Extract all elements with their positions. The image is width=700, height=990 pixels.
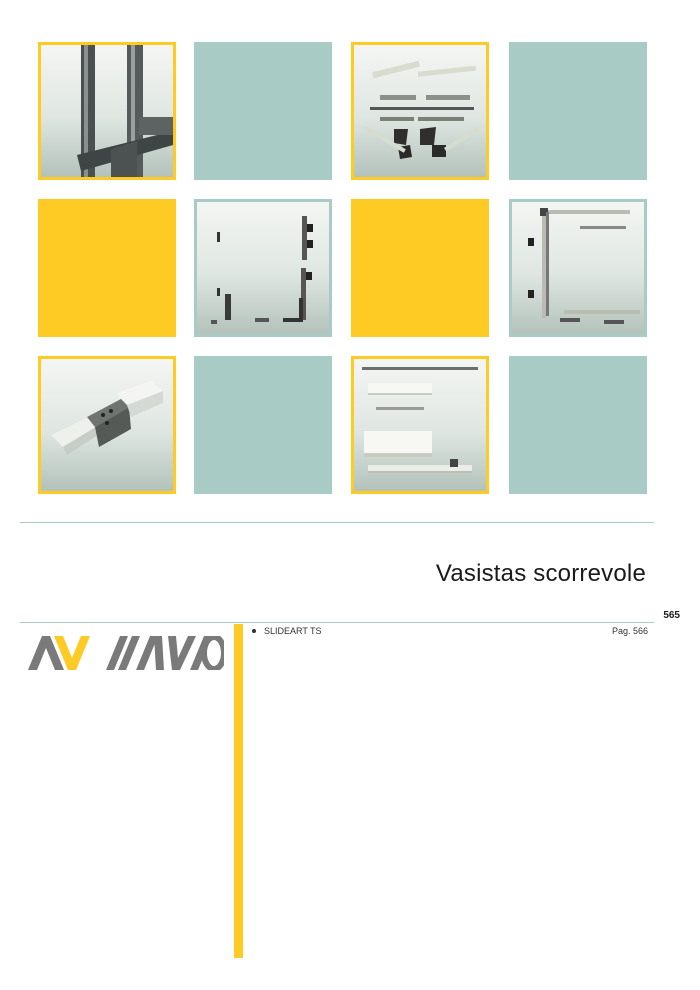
page-number: 565 [663, 610, 680, 621]
teal-tile [194, 356, 332, 494]
savio-logo [28, 636, 224, 670]
rail-and-covers-photo [351, 356, 489, 494]
bullet-icon [252, 629, 256, 633]
teal-tile [194, 42, 332, 180]
toc-item[interactable] [252, 626, 648, 636]
accent-bar [234, 624, 243, 958]
toc-item-label: SLIDEART TS [264, 626, 322, 636]
section-divider [20, 522, 654, 523]
teal-tile [509, 42, 647, 180]
header-rule [20, 622, 654, 623]
yellow-tile [351, 199, 489, 337]
small-fittings-photo [194, 199, 332, 337]
page-title: Vasistas scorrevole [435, 560, 646, 587]
sliding-frame-profile-photo [38, 42, 176, 180]
yellow-tile [38, 199, 176, 337]
end-caps-photo [38, 356, 176, 494]
toc-item-page: Pag. 566 [611, 626, 648, 636]
toc-list [252, 626, 648, 636]
hardware-components-photo [351, 42, 489, 180]
corner-transmission-photo [509, 199, 647, 337]
teal-tile [509, 356, 647, 494]
